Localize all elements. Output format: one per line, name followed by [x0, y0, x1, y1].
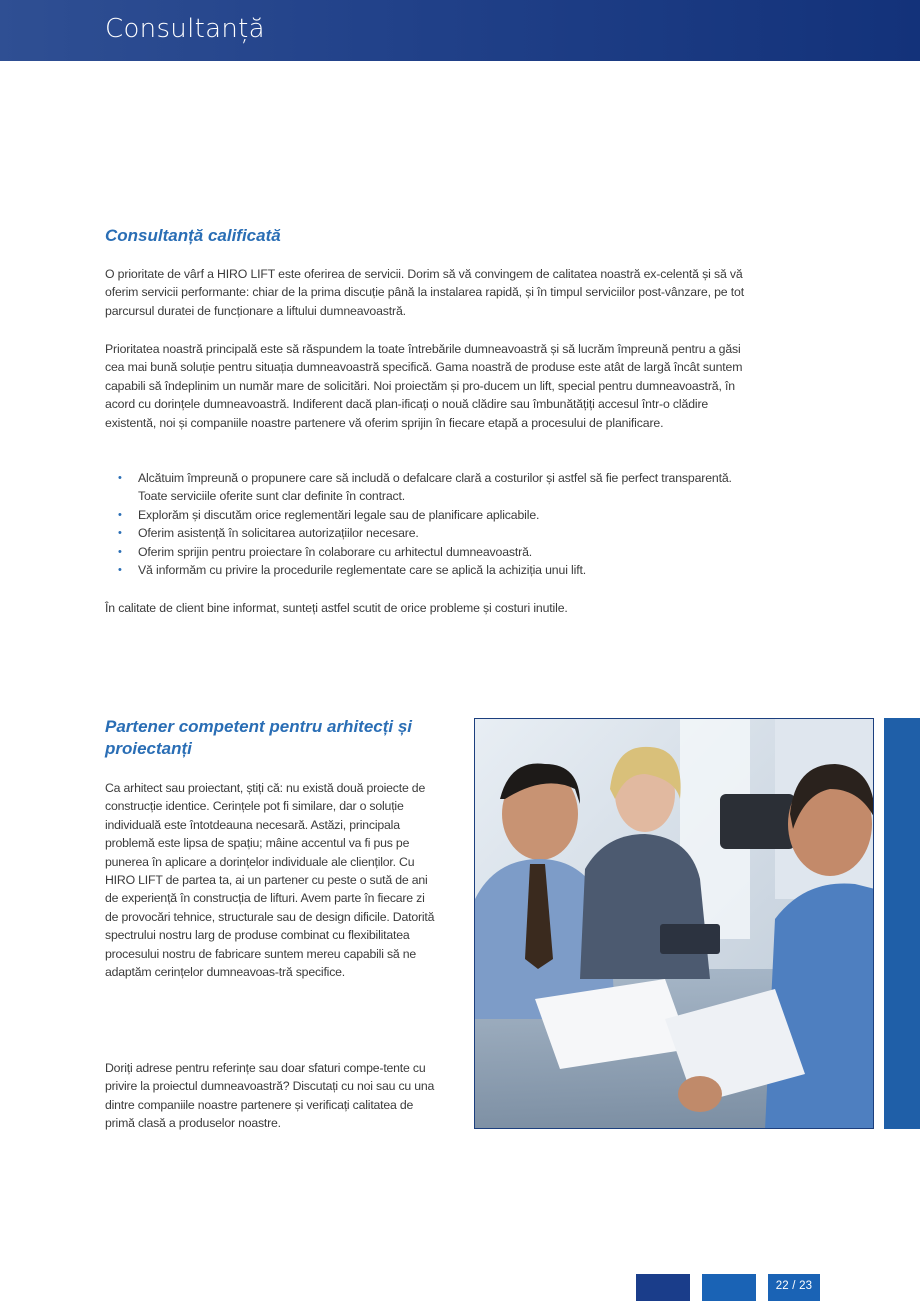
chair-icon [720, 794, 795, 849]
bullet-icon: • [118, 564, 122, 577]
page-number: 22 / 23 [775, 1280, 813, 1292]
list-item [105, 506, 745, 524]
closing-paragraph: În calitate de client bine informat, sunteți astfel scutit de orice probleme și costuri inutile. [105, 601, 568, 615]
bullet-icon: • [118, 527, 122, 540]
list-item-text: Oferim asistență în solicitarea autorizațiilor necesare. [138, 526, 419, 541]
page-title: Consultanță [105, 14, 265, 44]
list-item [105, 561, 745, 579]
list-item-text: Alcătuim împreună o propunere care să includă o defalcare clară a costurilor și astfel să fie perfect transparentă. Toate serviciile oferite sunt clar definite în contract. [138, 471, 732, 504]
section-title-consultancy: Consultanță calificată [105, 226, 281, 245]
bullet-icon: • [118, 508, 122, 521]
architects-paragraph: Ca arhitect sau proiectant, știți că: nu există două proiecte de construcție identice. Cerințele pot fi similare, dar o soluție individuală este întotdeauna necesară. Astăzi, principala problemă este lipsa de spațiu; mâine accentul va fi pus pe punerea în aplicare a dorințelor individuale ale clienților. Cu HIRO LIFT de partea ta, ai un partener cu peste o sută de ani de experiență în construcția de lifturi. Avem parte în fiecare zi de provocări tehnice, structurale sau de design dificile. Datorită spectrului nostru larg de produse combinat cu flexibilitatea procesului nostru de fabricare suntem mereu capabili să ne adaptăm cerințelor dumneavoas-tră specifice. [105, 781, 435, 980]
footer-block-dark [636, 1274, 690, 1301]
bullet-icon: • [118, 472, 122, 484]
list-item-text: Explorăm și discutăm orice reglementări legale sau de planificare aplicabile. [138, 507, 540, 522]
meeting-photo [474, 718, 874, 1129]
list-item-text: Vă informăm cu privire la procedurile reglementate care se aplică la achiziția unui lift. [138, 563, 587, 578]
side-accent-tab [884, 718, 920, 1129]
references-paragraph: Doriți adrese pentru referințe sau doar sfaturi compe-tente cu privire la proiectul dumneavoastră? Discutați cu noi sau cu una dintre companiile noastre partenere și verificați calitatea de primă clasă a produselor noastre. [105, 1061, 435, 1131]
intro-paragraph: O prioritate de vârf a HIRO LIFT este oferirea de servicii. Dorim să vă convingem de calitatea noastră ex-celentă și să vă oferim servicii performante: chiar de la prima discuție până la instalarea rapidă, și în timpul serviciilor post-vânzare, pe tot parcursul duratei de funcționare a liftului dumneavoastră. [105, 267, 744, 318]
services-list [105, 469, 745, 579]
meeting-illustration [475, 719, 874, 1129]
list-item [105, 524, 745, 542]
bullet-icon: • [118, 545, 122, 558]
footer-block-light [702, 1274, 756, 1301]
list-item [105, 469, 745, 506]
list-item-text: Oferim sprijin pentru proiectare în colaborare cu arhitectul dumneavoastră. [138, 544, 533, 559]
header-bar [0, 0, 920, 61]
section-title-architects: Partener competent pentru arhitecți și proiectanți [105, 717, 413, 758]
list-item [105, 543, 745, 561]
priority-paragraph: Prioritatea noastră principală este să răspundem la toate întrebările dumneavoastră și să lucrăm împreună pentru a găsi cea mai bună soluție pentru situația dumneavoastră specifică. Gama noastră de produse este atât de largă încât suntem capabili să îndeplinim un număr mare de solicitări. Noi proiectăm și pro-ducem un lift, special pentru dumneavoastră, în acord cu dorințele dumneavoastră. Indiferent dacă plan-ificați o nouă clădire sau îmbunătățiți accesul într-o clădire existentă, noi și companiile noastre partenere vă oferim sprijin în fiecare etapă a procesului de planificare. [105, 342, 743, 430]
